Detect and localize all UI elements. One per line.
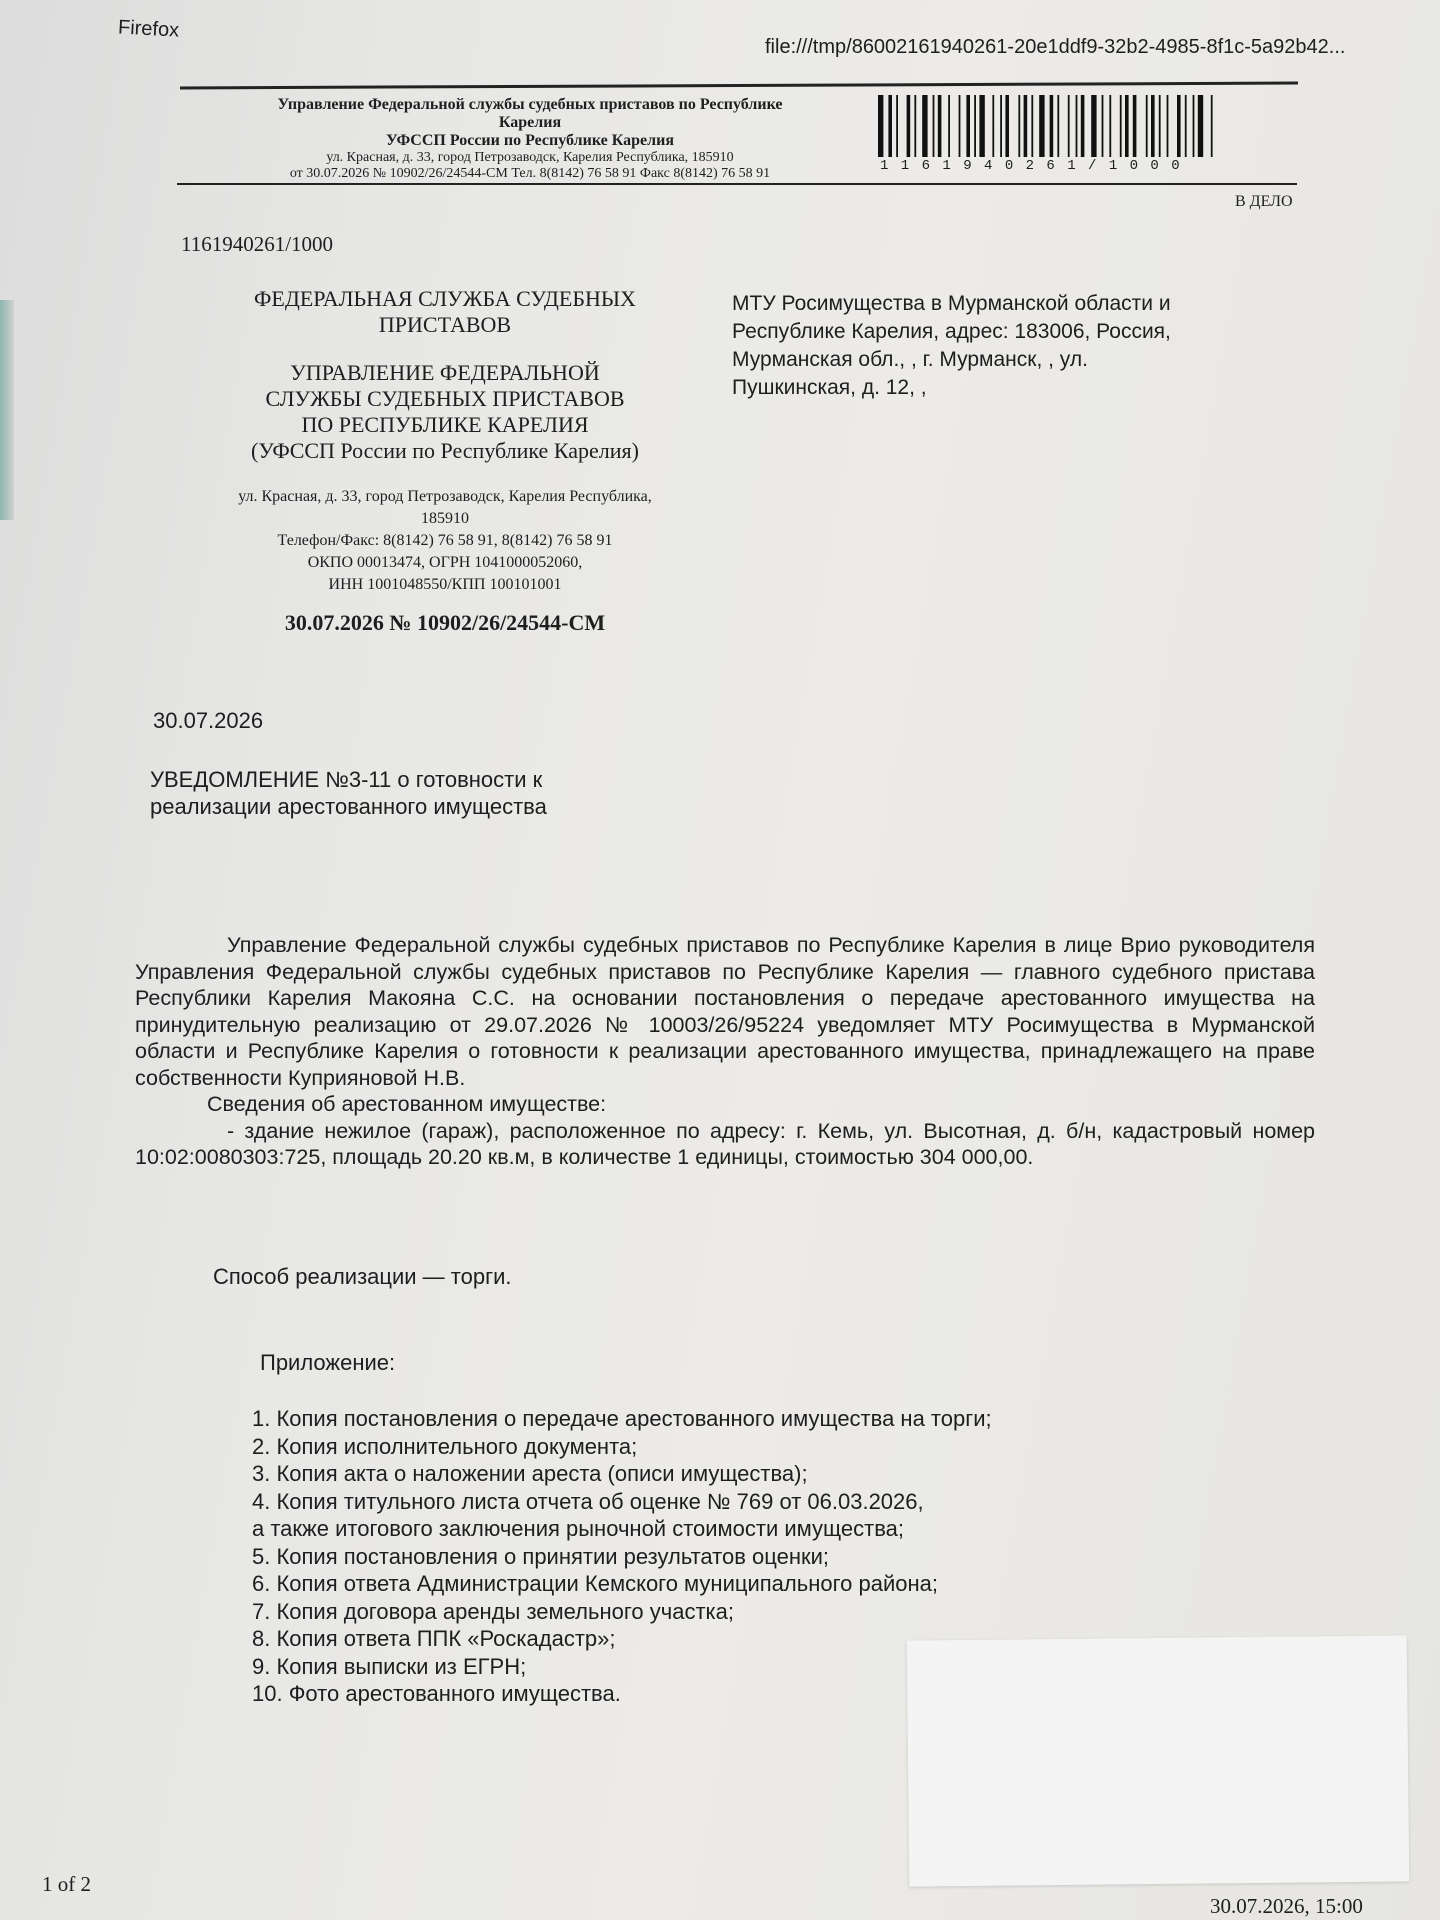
barcode (878, 95, 1293, 157)
sender-block (205, 286, 685, 636)
document-date: 30.07.2026 (153, 708, 264, 733)
header-top-rule (180, 82, 1298, 90)
sender-address-line-1: ул. Красная, д. 33, город Петрозаводск, Карелия Республика, (238, 488, 652, 505)
document-id: 1161940261/1000 (181, 232, 334, 256)
recipient-line-3: Мурманская обл., , г. Мурманск, , ул. (732, 348, 1088, 371)
appendix-item: 3. Копия акта о наложении ареста (описи имущества); (252, 1461, 808, 1486)
appendix-item: 1. Копия постановления о передаче арестованного имущества на торги; (252, 1406, 992, 1431)
appendix-item: 8. Копия ответа ППК «Роскадастр»; (252, 1626, 616, 1651)
appendix-item: 5. Копия постановления о принятии результатов оценки; (252, 1543, 830, 1569)
header-line-5: от 30.07.2026 № 10902/26/24544-СМ Тел. 8(8142) 76 58 91 Факс 8(8142) 76 58 91 (289, 166, 771, 181)
appendix-title: Приложение: (260, 1350, 396, 1375)
barcode-text: 1 1 6 1 9 4 0 2 6 1 / 1 0 0 0 (880, 158, 1182, 174)
header-bottom-rule (177, 183, 1297, 185)
file-url: file:///tmp/86002161940261-20e1ddf9-32b2-4985-8f1c-5a92b42... (765, 36, 1346, 58)
recipient-line-4: Пушкинская, д. 12, , (732, 376, 927, 399)
sender-inn: ИНН 1001048550/КПП 100101001 (328, 576, 562, 593)
header-line-2: Карелия (498, 114, 562, 131)
redaction-sticker (907, 1635, 1410, 1886)
sale-method: Способ реализации — торги. (213, 1264, 512, 1289)
department-line-3: ПО РЕСПУБЛИКЕ КАРЕЛИЯ (301, 412, 589, 437)
notice-body (135, 932, 1315, 1171)
appendix-item: а также итогового заключения рыночной стоимости имущества; (252, 1516, 905, 1541)
body-paragraph: Управление Федеральной службы судебных приставов по Республике Карелия в лице Врио руководителя Управления Федеральной службы судебных приставов по Республике Карелия — главного судебного пристава Республики Карелия Макояна С.С. на основании постановления о передаче арестованного имущества на принудительную реализацию от 29.07.2026 № 10003/26/95224 уведомляет МТУ Росимущества в Мурманской области и Республике Карелия о готовности к реализации арестованного имущества, принадлежащего на праве собственности Куприяновой Н.В. (135, 933, 1315, 1090)
sender-okpo: ОКПО 00013474, ОГРН 1041000052060, (307, 554, 583, 571)
service-name-line-1: ФЕДЕРАЛЬНАЯ СЛУЖБА СУДЕБНЫХ (254, 286, 636, 311)
department-line-2: СЛУЖБЫ СУДЕБНЫХ ПРИСТАВОВ (265, 386, 625, 411)
page-edge-shadow (0, 300, 14, 520)
notice-title-line-1: УВЕДОМЛЕНИЕ №3-11 о готовности к (150, 767, 543, 792)
appendix-item: 2. Копия исполнительного документа; (252, 1433, 638, 1459)
header-line-1: Управление Федеральной службы судебных приставов по Республике (277, 96, 783, 113)
sender-address-line-2: 185910 (421, 510, 469, 527)
header-line-4: ул. Красная, д. 33, город Петрозаводск, Карелия Республика, 185910 (326, 150, 734, 165)
appendix-item: 10. Фото арестованного имущества. (252, 1681, 621, 1706)
browser-name: Firefox (117, 16, 180, 42)
appendix-item: 7. Копия договора аренды земельного участка; (252, 1598, 734, 1624)
v-delo-label: В ДЕЛО (1235, 193, 1293, 210)
appendix-item: 9. Копия выписки из ЕГРН; (252, 1653, 527, 1679)
header-line-3: УФССП России по Республике Карелия (385, 132, 674, 149)
department-line-4: (УФССП России по Республике Карелия) (251, 438, 639, 463)
page-number: 1 of 2 (42, 1872, 91, 1896)
appendix-item: 6. Копия ответа Администрации Кемского муниципального района; (252, 1571, 938, 1596)
property-heading: Сведения об арестованном имуществе: (207, 1092, 607, 1116)
notice-title-line-2: реализации арестованного имущества (150, 794, 547, 819)
letterhead-header (200, 96, 860, 182)
property-item: - здание нежилое (гараж), расположенное по адресу: г. Кемь, ул. Высотная, д. б/н, кадастровый номер 10:02:0080303:725, площадь 20.20 кв.м, в количестве 1 единицы, стоимостью 304 000,00. (135, 1118, 1315, 1169)
print-timestamp: 30.07.2026, 15:00 (1210, 1894, 1363, 1918)
recipient-block (732, 290, 1272, 402)
department-line-1: УПРАВЛЕНИЕ ФЕДЕРАЛЬНОЙ (290, 360, 600, 385)
service-name-line-2: ПРИСТАВОВ (378, 312, 512, 337)
recipient-line-2: Республике Карелия, адрес: 183006, Россия, (732, 320, 1171, 343)
recipient-line-1: МТУ Росимущества в Мурманской области и (732, 292, 1171, 315)
appendix-item: 4. Копия титульного листа отчета об оценке № 769 от 06.03.2026, (252, 1488, 924, 1514)
sender-phone: Телефон/Факс: 8(8142) 76 58 91, 8(8142) 76 58 91 (277, 532, 613, 549)
outgoing-number: 30.07.2026 № 10902/26/24544-СМ (284, 610, 606, 635)
notice-title (150, 766, 750, 820)
